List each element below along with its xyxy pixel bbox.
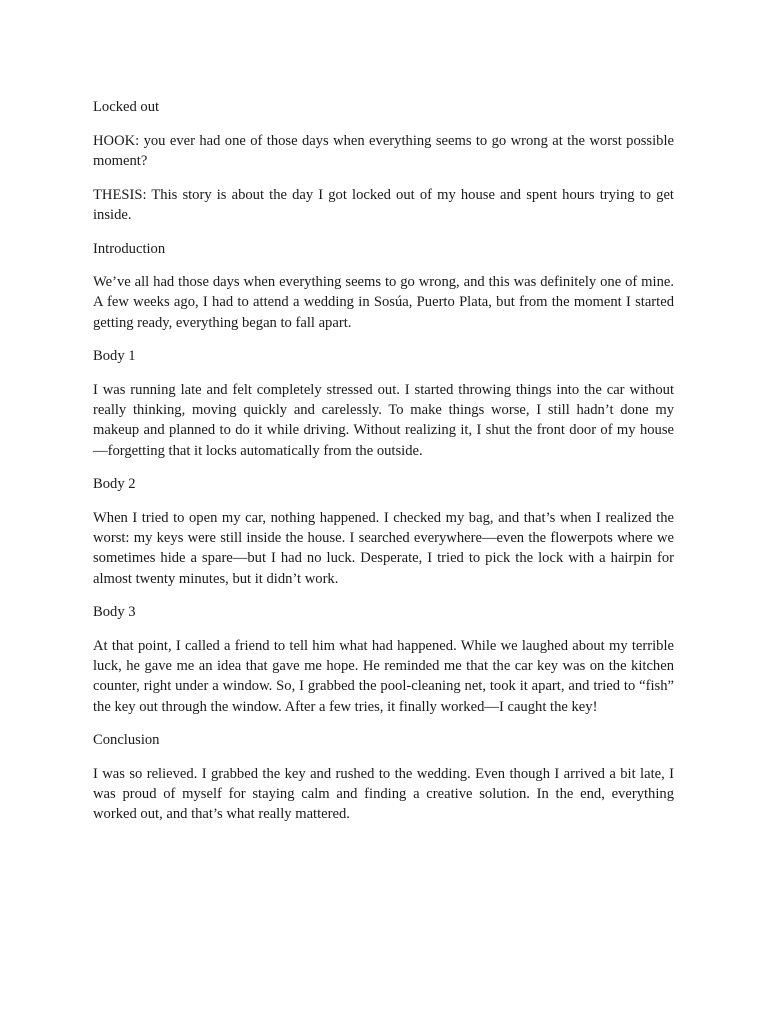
section-heading-body-2: Body 2 [93, 476, 136, 493]
document-title: Locked out [93, 99, 160, 115]
document-page [93, 97, 674, 838]
section-heading-conclusion: Conclusion [93, 732, 160, 749]
section-text-introduction: We’ve all had those days when everything seems to go wrong, and this was definitely one of mine. A few weeks ago, I had to attend a wedding in Sosúa, Puerto Plata, but from the moment I started getting ready, everything began to fall apart. [93, 274, 674, 331]
section-text-body-2: When I tried to open my car, nothing happened. I checked my bag, and that’s when I realized the worst: my keys were still inside the house. I searched everywhere—even the flowerpots where we sometimes hide a spare—but I had no luck. Desperate, I tried to pick the lock with a hairpin for almost twenty minutes, but it didn’t work. [93, 510, 674, 587]
hook-paragraph: HOOK: you ever had one of those days when everything seems to go wrong at the worst possible moment? [93, 132, 674, 169]
section-text-body-3: At that point, I called a friend to tell him what had happened. While we laughed about my terrible luck, he gave me an idea that gave me hope. He reminded me that the car key was on the kitchen counter, right under a window. So, I grabbed the pool-cleaning net, took it apart, and tried to “fish” the key out through the window. After a few tries, it finally worked—I caught the key! [93, 638, 674, 715]
section-heading-introduction: Introduction [93, 240, 166, 257]
section-heading-body-1: Body 1 [93, 348, 136, 365]
thesis-paragraph: THESIS: This story is about the day I got locked out of my house and spent hours trying to get inside. [93, 186, 674, 223]
section-text-conclusion: I was so relieved. I grabbed the key and rushed to the wedding. Even though I arrived a bit late, I was proud of myself for staying calm and finding a creative solution. In the end, everything worked out, and that’s what really mattered. [93, 766, 674, 823]
section-heading-body-3: Body 3 [93, 604, 136, 621]
section-text-body-1: I was running late and felt completely stressed out. I started throwing things into the car without really thinking, moving quickly and carelessly. To make things worse, I still hadn’t done my makeup and planned to do it while driving. Without realizing it, I shut the front door of my house—forgetting that it locks automatically from the outside. [93, 382, 674, 459]
